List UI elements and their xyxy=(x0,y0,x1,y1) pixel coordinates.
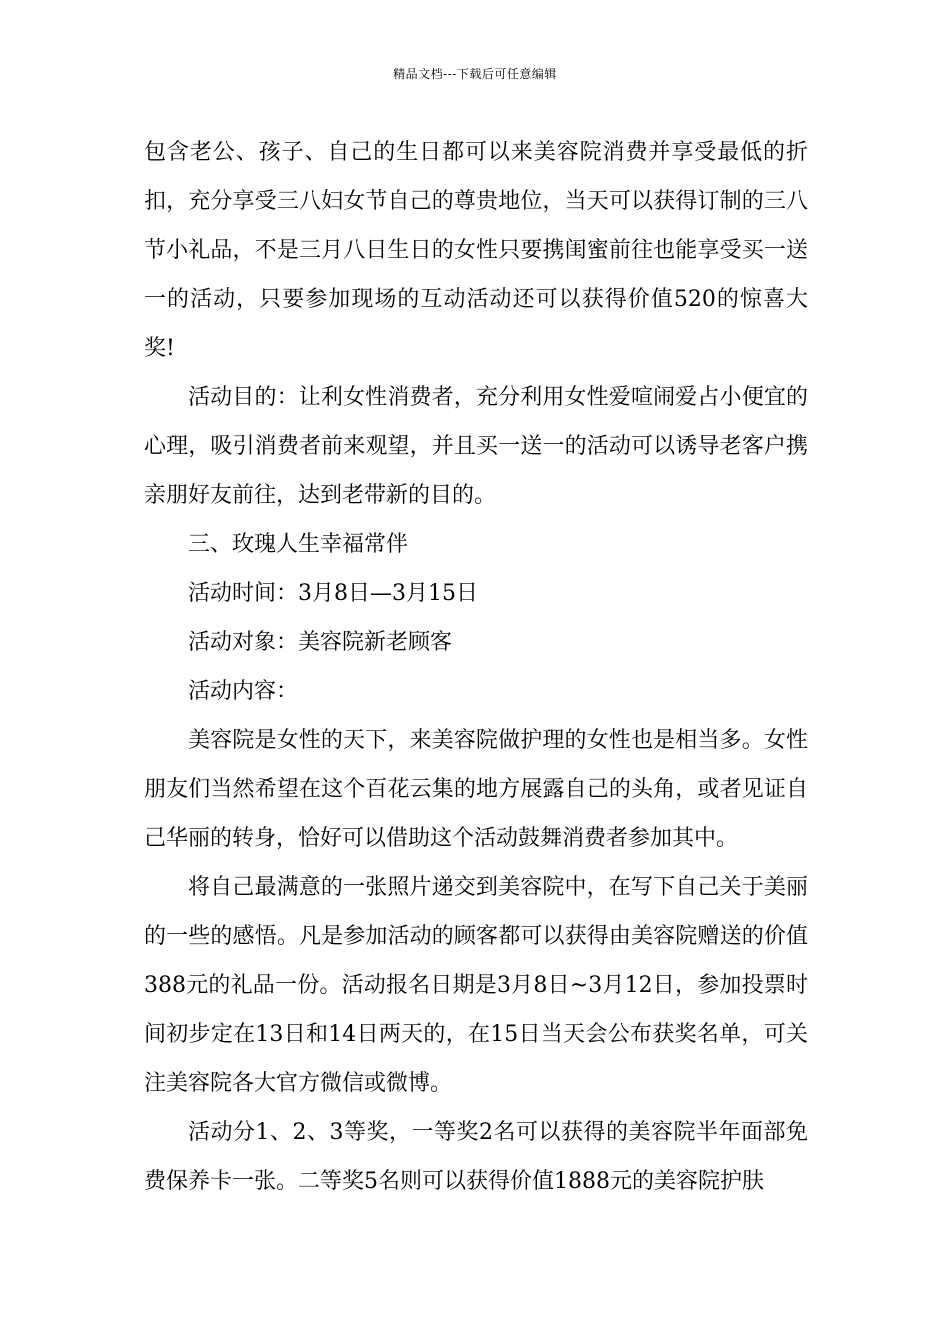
paragraph-activity-purpose: 活动目的：让利女性消费者，充分利用女性爱喧闹爱占小便宜的心理，吸引消费者前来观望，并且买一送一的活动可以诱导老客户携亲朋好友前往，达到老带新的目的。 xyxy=(144,385,808,508)
document-body xyxy=(144,128,808,1206)
page-header: 精品文档---下载后可任意编辑 xyxy=(393,67,557,81)
section-heading-rose-life: 三、玫瑰人生幸福常伴 xyxy=(188,532,409,557)
paragraph-activity-target: 活动对象：美容院新老顾客 xyxy=(188,630,453,655)
paragraph-salon-women: 美容院是女性的天下，来美容院做护理的女性也是相当多。女性朋友们当然希望在这个百花云集的地方展露自己的头角，或者见证自己华丽的转身，恰好可以借助这个活动鼓舞消费者参加其中。 xyxy=(144,728,808,851)
paragraph-birthday-offer: 包含老公、孩子、自己的生日都可以来美容院消费并享受最低的折扣，充分享受三八妇女节自己的尊贵地位，当天可以获得订制的三八节小礼品，不是三月八日生日的女性只要携闺蜜前往也能享受买一送一的活动，只要参加现场的互动活动还可以获得价值520的惊喜大奖! xyxy=(144,140,808,361)
paragraph-activity-time: 活动时间：3月8日—3月15日 xyxy=(188,581,478,606)
paragraph-photo-submission: 将自己最满意的一张照片递交到美容院中，在写下自己关于美丽的一些的感悟。凡是参加活动的顾客都可以获得由美容院赠送的价值388元的礼品一份。活动报名日期是3月8日~3月12日，参加投票时间初步定在13日和14日两天的，在15日当天会公布获奖名单，可关注美容院各大官方微信或微博。 xyxy=(144,875,808,1096)
paragraph-prize-tiers: 活动分1、2、3等奖，一等奖2名可以获得的美容院半年面部免费保养卡一张。二等奖5名则可以获得价值1888元的美容院护肤 xyxy=(144,1120,808,1194)
paragraph-activity-content-label: 活动内容： xyxy=(188,679,299,704)
